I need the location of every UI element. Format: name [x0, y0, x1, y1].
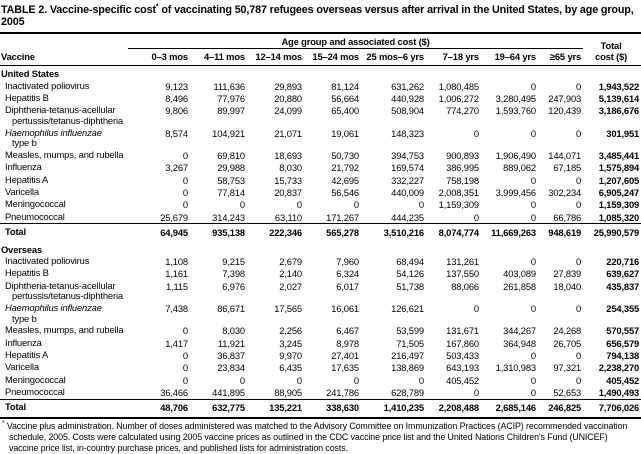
cost-cell: 68,494	[396, 256, 424, 268]
cost-cell: 403,089	[503, 268, 536, 280]
cost-cell: 444,235	[391, 211, 424, 223]
cost-cell: 0	[576, 350, 582, 362]
section-total-row	[0, 224, 641, 242]
table-row	[0, 80, 641, 92]
cost-cell: 120,439	[548, 105, 582, 117]
table-row	[0, 174, 641, 186]
total-cost-cell: 3,510,216	[361, 224, 426, 242]
grand-total-cell: 7,706,026	[583, 399, 641, 417]
cost-cell: 386,995	[446, 162, 479, 174]
cost-cell: 16,061	[331, 303, 359, 315]
table-row	[0, 149, 641, 161]
vaccine-cost-table	[0, 35, 641, 417]
cost-cell: 0	[576, 127, 582, 139]
vaccine-name-line: type b	[12, 312, 37, 324]
cost-cell: 137,550	[446, 268, 479, 280]
vaccine-name-cell	[0, 280, 128, 302]
total-cost-cell: 3,186,676	[598, 105, 640, 117]
total-cost-cell: 1,490,493	[598, 387, 640, 399]
cost-cell: 67,185	[553, 162, 582, 174]
footnote	[0, 419, 641, 454]
cost-cell: 88,905	[274, 387, 302, 399]
cost-cell: 774,270	[446, 105, 479, 117]
cost-cell: 2,008,351	[438, 186, 479, 198]
total-cost-cell: 1,207,605	[598, 174, 640, 186]
cost-cell: 0	[473, 387, 479, 399]
cost-cell: 36,466	[160, 387, 188, 399]
cost-cell: 3,999,456	[495, 186, 536, 198]
cost-cell: 405,452	[446, 374, 479, 386]
vaccine-name-line: Measles, mumps, and rubella	[5, 324, 124, 336]
cost-cell: 1,159,309	[438, 199, 479, 211]
vaccine-name-line: Hepatitis B	[5, 91, 49, 103]
total-cost-cell: 935,138	[190, 224, 247, 242]
cost-cell: 131,671	[446, 325, 479, 337]
cost-cell: 1,080,485	[438, 80, 479, 92]
vaccine-name-cell	[0, 92, 128, 104]
cost-cell: 364,948	[503, 337, 536, 349]
cost-cell: 52,653	[553, 387, 582, 399]
cost-cell: 77,814	[217, 186, 245, 198]
cost-cell: 29,893	[274, 80, 302, 92]
cost-cell: 0	[530, 256, 536, 268]
cost-cell: 0	[530, 211, 536, 223]
vaccine-name-cell	[0, 174, 128, 186]
section-row	[0, 242, 641, 256]
table-row	[0, 92, 641, 104]
cost-cell: 21,792	[331, 162, 359, 174]
total-cost-cell: 1,575,894	[598, 162, 640, 174]
cost-cell: 54,126	[396, 268, 424, 280]
cost-cell: 1,906,490	[495, 149, 536, 161]
cost-cell: 27,401	[331, 350, 359, 362]
cost-cell: 394,753	[391, 149, 424, 161]
total-cost-cell: 1,410,235	[361, 399, 426, 417]
cost-cell: 0	[182, 350, 188, 362]
vaccine-name-line: Inactivated poliovirus	[5, 79, 90, 91]
cost-cell: 171,267	[326, 211, 359, 223]
cost-cell: 1,310,983	[495, 362, 536, 374]
cost-cell: 7,398	[222, 268, 245, 280]
vaccine-name-cell	[0, 186, 128, 198]
total-cost-cell: 435,837	[606, 280, 640, 292]
cost-cell: 2,140	[279, 268, 302, 280]
vaccine-name-cell	[0, 80, 128, 92]
vaccine-name-line: Hepatitis B	[5, 267, 49, 279]
cost-cell: 758,198	[446, 174, 479, 186]
total-cost-cell: 246,825	[538, 399, 583, 417]
cost-cell: 88,066	[451, 280, 479, 292]
total-cost-cell: 5,139,614	[598, 92, 640, 104]
vaccine-name-line: Meningococcal	[5, 198, 66, 210]
cost-cell: 69,810	[217, 149, 245, 161]
cost-cell: 63,110	[274, 211, 302, 223]
cost-cell: 1,006,272	[438, 92, 479, 104]
total-cost-cell: 2,238,270	[598, 362, 640, 374]
total-cost-cell: 338,630	[304, 399, 361, 417]
cost-cell: 0	[473, 211, 479, 223]
cost-cell: 247,903	[548, 92, 582, 104]
table-row	[0, 186, 641, 198]
cost-cell: 167,860	[446, 337, 479, 349]
cost-cell: 65,400	[331, 105, 359, 117]
cost-cell: 0	[576, 199, 582, 211]
cost-cell: 21,071	[274, 127, 302, 139]
cost-cell: 0	[182, 174, 188, 186]
vaccine-name-line: Haemophilus influenzae	[5, 302, 102, 314]
cost-cell: 441,895	[212, 387, 245, 399]
vaccine-name-cell	[0, 337, 128, 349]
table-header	[0, 35, 641, 66]
vaccine-name-line: Influenza	[5, 336, 42, 348]
vaccine-name-line: Meningococcal	[5, 373, 66, 385]
cost-cell: 17,635	[331, 362, 359, 374]
cost-cell: 131,261	[446, 256, 479, 268]
vaccine-name-cell	[0, 324, 128, 336]
cost-cell: 8,030	[222, 325, 245, 337]
cost-cell: 1,417	[165, 337, 188, 349]
total-cost-cell: 565,278	[304, 224, 361, 242]
cost-cell: 169,574	[391, 162, 424, 174]
grand-total-cell: 25,990,579	[583, 224, 641, 242]
total-cost-cell: 632,775	[190, 399, 247, 417]
table-row	[0, 302, 641, 324]
vaccine-name-line: Varicella	[5, 361, 39, 373]
cost-cell: 0	[418, 374, 424, 386]
cost-cell: 440,009	[391, 186, 424, 198]
cost-cell: 0	[182, 362, 188, 374]
total-cost-cell: 2,685,146	[481, 399, 538, 417]
vaccine-name-line: Pneumococcal	[5, 386, 65, 398]
cost-cell: 0	[239, 199, 245, 211]
total-cost-cell: 1,159,309	[598, 199, 640, 211]
table-row	[0, 267, 641, 279]
cost-cell: 0	[530, 127, 536, 139]
cost-cell: 138,869	[391, 362, 424, 374]
table-row	[0, 361, 641, 373]
cost-cell: 53,599	[396, 325, 424, 337]
cost-cell: 25,679	[160, 211, 188, 223]
section-header: Overseas	[1, 243, 43, 255]
cost-cell: 27,839	[553, 268, 582, 280]
total-cost-cell: 570,557	[606, 325, 640, 337]
cost-cell: 344,267	[503, 325, 536, 337]
table-row	[0, 255, 641, 267]
cost-cell: 0	[530, 174, 536, 186]
vaccine-name-cell	[0, 349, 128, 361]
total-cost-cell: 948,619	[538, 224, 583, 242]
total-cost-cell: 64,945	[128, 224, 190, 242]
column-header-age-1: 4–11 mos	[190, 49, 247, 66]
cost-cell: 0	[576, 303, 582, 315]
table-row	[0, 337, 641, 349]
cost-cell: 6,467	[336, 325, 359, 337]
vaccine-name-line: Inactivated poliovirus	[5, 255, 90, 267]
cost-cell: 261,858	[503, 280, 536, 292]
section-row	[0, 66, 641, 80]
column-header-total-cost	[583, 35, 641, 66]
cost-cell: 0	[182, 325, 188, 337]
total-cost-cell: 11,669,263	[481, 224, 538, 242]
total-cost-cell: 639,627	[606, 268, 640, 280]
cost-cell: 900,893	[446, 149, 479, 161]
footnote-marker: *	[2, 420, 5, 428]
cost-cell: 19,061	[331, 127, 359, 139]
cost-cell: 0	[530, 374, 536, 386]
cost-cell: 0	[182, 374, 188, 386]
vaccine-name-cell	[0, 127, 128, 149]
total-cost-cell: 135,221	[247, 399, 304, 417]
cost-cell: 0	[239, 374, 245, 386]
total-cost-cell: 794,138	[606, 350, 640, 362]
cost-cell: 8,030	[279, 162, 302, 174]
vaccine-name-cell	[0, 361, 128, 373]
cost-cell: 71,505	[396, 337, 424, 349]
cost-cell: 302,234	[548, 186, 582, 198]
cost-cell: 17,565	[274, 303, 302, 315]
cost-cell: 97,321	[553, 362, 582, 374]
cost-cell: 241,786	[326, 387, 359, 399]
cost-cell: 9,215	[222, 256, 245, 268]
vaccine-name-line: Haemophilus influenzae	[5, 126, 102, 138]
cost-cell: 440,928	[391, 92, 424, 104]
vaccine-name-line: Hepatitis A	[5, 173, 49, 185]
vaccine-name-line: Varicella	[5, 185, 39, 197]
cost-cell: 0	[182, 199, 188, 211]
table-title	[0, 1, 641, 32]
vaccine-name-cell	[0, 104, 128, 126]
cost-cell: 628,789	[391, 387, 424, 399]
table-row	[0, 374, 641, 386]
column-header-age-3: 15–24 mos	[304, 49, 361, 66]
cost-cell: 26,705	[553, 337, 582, 349]
cost-cell: 0	[530, 199, 536, 211]
cost-cell: 3,280,495	[495, 92, 536, 104]
table-title-text: TABLE 2. Vaccine-specific cost	[1, 4, 156, 16]
vaccine-name-line: Measles, mumps, and rubella	[5, 148, 124, 160]
column-header-age-6: 19–64 yrs	[481, 49, 538, 66]
cost-cell: 0	[530, 387, 536, 399]
total-cost-cell: 254,355	[606, 303, 640, 315]
cost-cell: 29,988	[217, 162, 245, 174]
vaccine-name-cell	[0, 149, 128, 161]
cost-cell: 6,976	[222, 280, 245, 292]
table-row	[0, 386, 641, 399]
cost-cell: 58,753	[217, 174, 245, 186]
total-cost-cell: 8,074,774	[426, 224, 481, 242]
cost-cell: 6,324	[336, 268, 359, 280]
cost-cell: 0	[296, 199, 302, 211]
total-cost-cell: 48,706	[128, 399, 190, 417]
cost-cell: 0	[576, 374, 582, 386]
table-row	[0, 161, 641, 173]
cost-cell: 1,108	[165, 256, 188, 268]
cost-cell: 18,040	[553, 280, 582, 292]
vaccine-name-line: pertussis/tetanus-diphtheria	[12, 290, 123, 302]
cost-cell: 0	[576, 256, 582, 268]
vaccine-name-cell	[0, 386, 128, 399]
cost-cell: 0	[182, 186, 188, 198]
cost-cell: 9,806	[165, 105, 188, 117]
age-group-span-header: Age group and associated cost ($)	[128, 35, 583, 49]
vaccine-name-line: Diphtheria-tetanus-acellular	[5, 104, 116, 116]
cost-cell: 6,435	[279, 362, 302, 374]
cost-cell: 0	[576, 174, 582, 186]
cost-cell: 643,193	[446, 362, 479, 374]
cost-cell: 0	[296, 374, 302, 386]
cost-cell: 9,123	[165, 80, 188, 92]
table-title-rest: of vaccinating 50,787 refugees overseas versus after arrival in the United States, by age group, 2005	[1, 4, 634, 28]
cost-cell: 0	[530, 80, 536, 92]
cost-cell: 0	[473, 303, 479, 315]
cost-cell: 111,636	[213, 80, 245, 92]
cost-cell: 11,921	[217, 337, 245, 349]
cost-cell: 18,693	[274, 149, 302, 161]
cost-cell: 889,062	[503, 162, 536, 174]
total-cost-cell: 1,085,320	[598, 211, 640, 223]
cost-cell: 7,960	[336, 256, 359, 268]
cost-cell: 15,733	[274, 174, 302, 186]
cost-cell: 2,027	[279, 280, 302, 292]
cost-cell: 89,997	[217, 105, 245, 117]
cost-cell: 66,786	[553, 211, 582, 223]
total-header-line1: Total	[600, 40, 622, 51]
table-row	[0, 349, 641, 361]
table-body	[0, 66, 641, 418]
section-total-row	[0, 399, 641, 417]
cost-cell: 332,227	[391, 174, 424, 186]
cost-cell: 314,243	[212, 211, 245, 223]
cost-cell: 56,664	[331, 92, 359, 104]
total-cost-cell: 2,208,488	[426, 399, 481, 417]
cost-cell: 0	[353, 374, 359, 386]
cost-cell: 0	[530, 303, 536, 315]
cost-cell: 0	[182, 149, 188, 161]
cost-cell: 1,161	[165, 268, 188, 280]
cost-cell: 2,256	[279, 325, 302, 337]
cost-cell: 23,834	[217, 362, 245, 374]
table-row	[0, 280, 641, 302]
cost-cell: 216,497	[391, 350, 424, 362]
vaccine-name-cell	[0, 211, 128, 224]
cost-cell: 24,268	[553, 325, 582, 337]
cost-cell: 77,976	[217, 92, 245, 104]
vaccine-name-line: type b	[12, 137, 37, 149]
section-header: United States	[1, 68, 59, 79]
total-cost-cell: 220,716	[606, 256, 640, 268]
table-row	[0, 104, 641, 126]
cost-cell: 0	[530, 350, 536, 362]
cost-cell: 56,546	[331, 186, 359, 198]
cost-cell: 9,970	[279, 350, 302, 362]
cost-cell: 36,837	[217, 350, 245, 362]
cost-cell: 86,671	[217, 303, 245, 315]
cost-cell: 20,837	[274, 186, 302, 198]
vaccine-name-cell	[0, 255, 128, 267]
cost-cell: 3,267	[165, 162, 188, 174]
vaccine-name-cell	[0, 267, 128, 279]
cost-cell: 42,695	[331, 174, 359, 186]
vaccine-name-line: Diphtheria-tetanus-acellular	[5, 279, 116, 291]
cost-cell: 24,099	[274, 105, 302, 117]
cost-cell: 81,124	[331, 80, 359, 92]
cost-cell: 144,071	[548, 149, 582, 161]
cost-cell: 508,904	[391, 105, 424, 117]
cost-cell: 3,245	[279, 337, 302, 349]
cost-cell: 1,115	[165, 280, 188, 292]
cost-cell: 51,738	[396, 280, 424, 292]
vaccine-name-line: Hepatitis A	[5, 349, 49, 361]
footnote-text: Vaccine plus administration. Number of doses administered was matched to the Advisory Committee on Immunization Practices (ACIP) recommended vaccination schedule, 2005. Costs were calculated using 2005 vaccine prices as outlined in the CDC vaccine price list and the United Nations Children's Fund (UNICEF) vaccine price list, in-country purchase prices, and published lists for administration costs.	[6, 421, 628, 454]
cost-cell: 631,262	[391, 80, 424, 92]
vaccine-name-line: Influenza	[5, 161, 42, 173]
cost-cell: 126,621	[391, 303, 424, 315]
title-footnote-marker: *	[155, 3, 159, 11]
cost-cell: 8,978	[336, 337, 359, 349]
vaccine-name-line: pertussis/tetanus-diphtheria	[12, 114, 123, 126]
cost-cell: 20,880	[274, 92, 302, 104]
cost-cell: 148,323	[391, 127, 424, 139]
title-rule	[0, 32, 641, 34]
cost-cell: 1,593,760	[495, 105, 536, 117]
total-cost-cell: 656,579	[606, 337, 640, 349]
total-cost-cell: 301,951	[606, 127, 640, 139]
vaccine-name-cell	[0, 374, 128, 386]
table-row	[0, 324, 641, 336]
table-row	[0, 198, 641, 210]
total-cost-cell: 222,346	[247, 224, 304, 242]
total-cost-cell: 405,452	[606, 374, 640, 386]
cost-cell: 503,433	[446, 350, 479, 362]
total-label-cell: Total	[0, 399, 128, 417]
table-row	[0, 127, 641, 149]
cost-cell: 0	[576, 80, 582, 92]
vaccine-name-cell	[0, 302, 128, 324]
total-cost-cell: 1,943,522	[598, 80, 640, 92]
cost-cell: 8,496	[165, 92, 188, 104]
cost-cell: 50,730	[331, 149, 359, 161]
vaccine-name-cell	[0, 198, 128, 210]
column-header-vaccine: Vaccine	[0, 35, 128, 66]
column-header-age-0: 0–3 mos	[128, 49, 190, 66]
column-header-age-5: 7–18 yrs	[426, 49, 481, 66]
column-header-age-7: ≥65 yrs	[538, 49, 583, 66]
cost-cell: 8,574	[165, 127, 188, 139]
total-cost-cell: 3,485,441	[598, 149, 640, 161]
cost-cell: 6,017	[336, 280, 359, 292]
cost-cell: 104,921	[212, 127, 245, 139]
vaccine-name-cell	[0, 161, 128, 173]
total-header-line2: cost ($)	[595, 50, 628, 62]
cost-cell: 0	[353, 199, 359, 211]
vaccine-name-line: Pneumococcal	[5, 210, 65, 222]
cost-cell: 0	[473, 127, 479, 139]
table-row	[0, 211, 641, 224]
total-label-cell: Total	[0, 224, 128, 242]
total-cost-cell: 6,905,247	[598, 186, 640, 198]
cost-cell: 2,679	[279, 256, 302, 268]
cost-cell: 0	[418, 199, 424, 211]
cost-cell: 7,438	[165, 303, 188, 315]
column-header-age-2: 12–14 mos	[247, 49, 304, 66]
column-header-age-4: 25 mos–6 yrs	[361, 49, 426, 66]
